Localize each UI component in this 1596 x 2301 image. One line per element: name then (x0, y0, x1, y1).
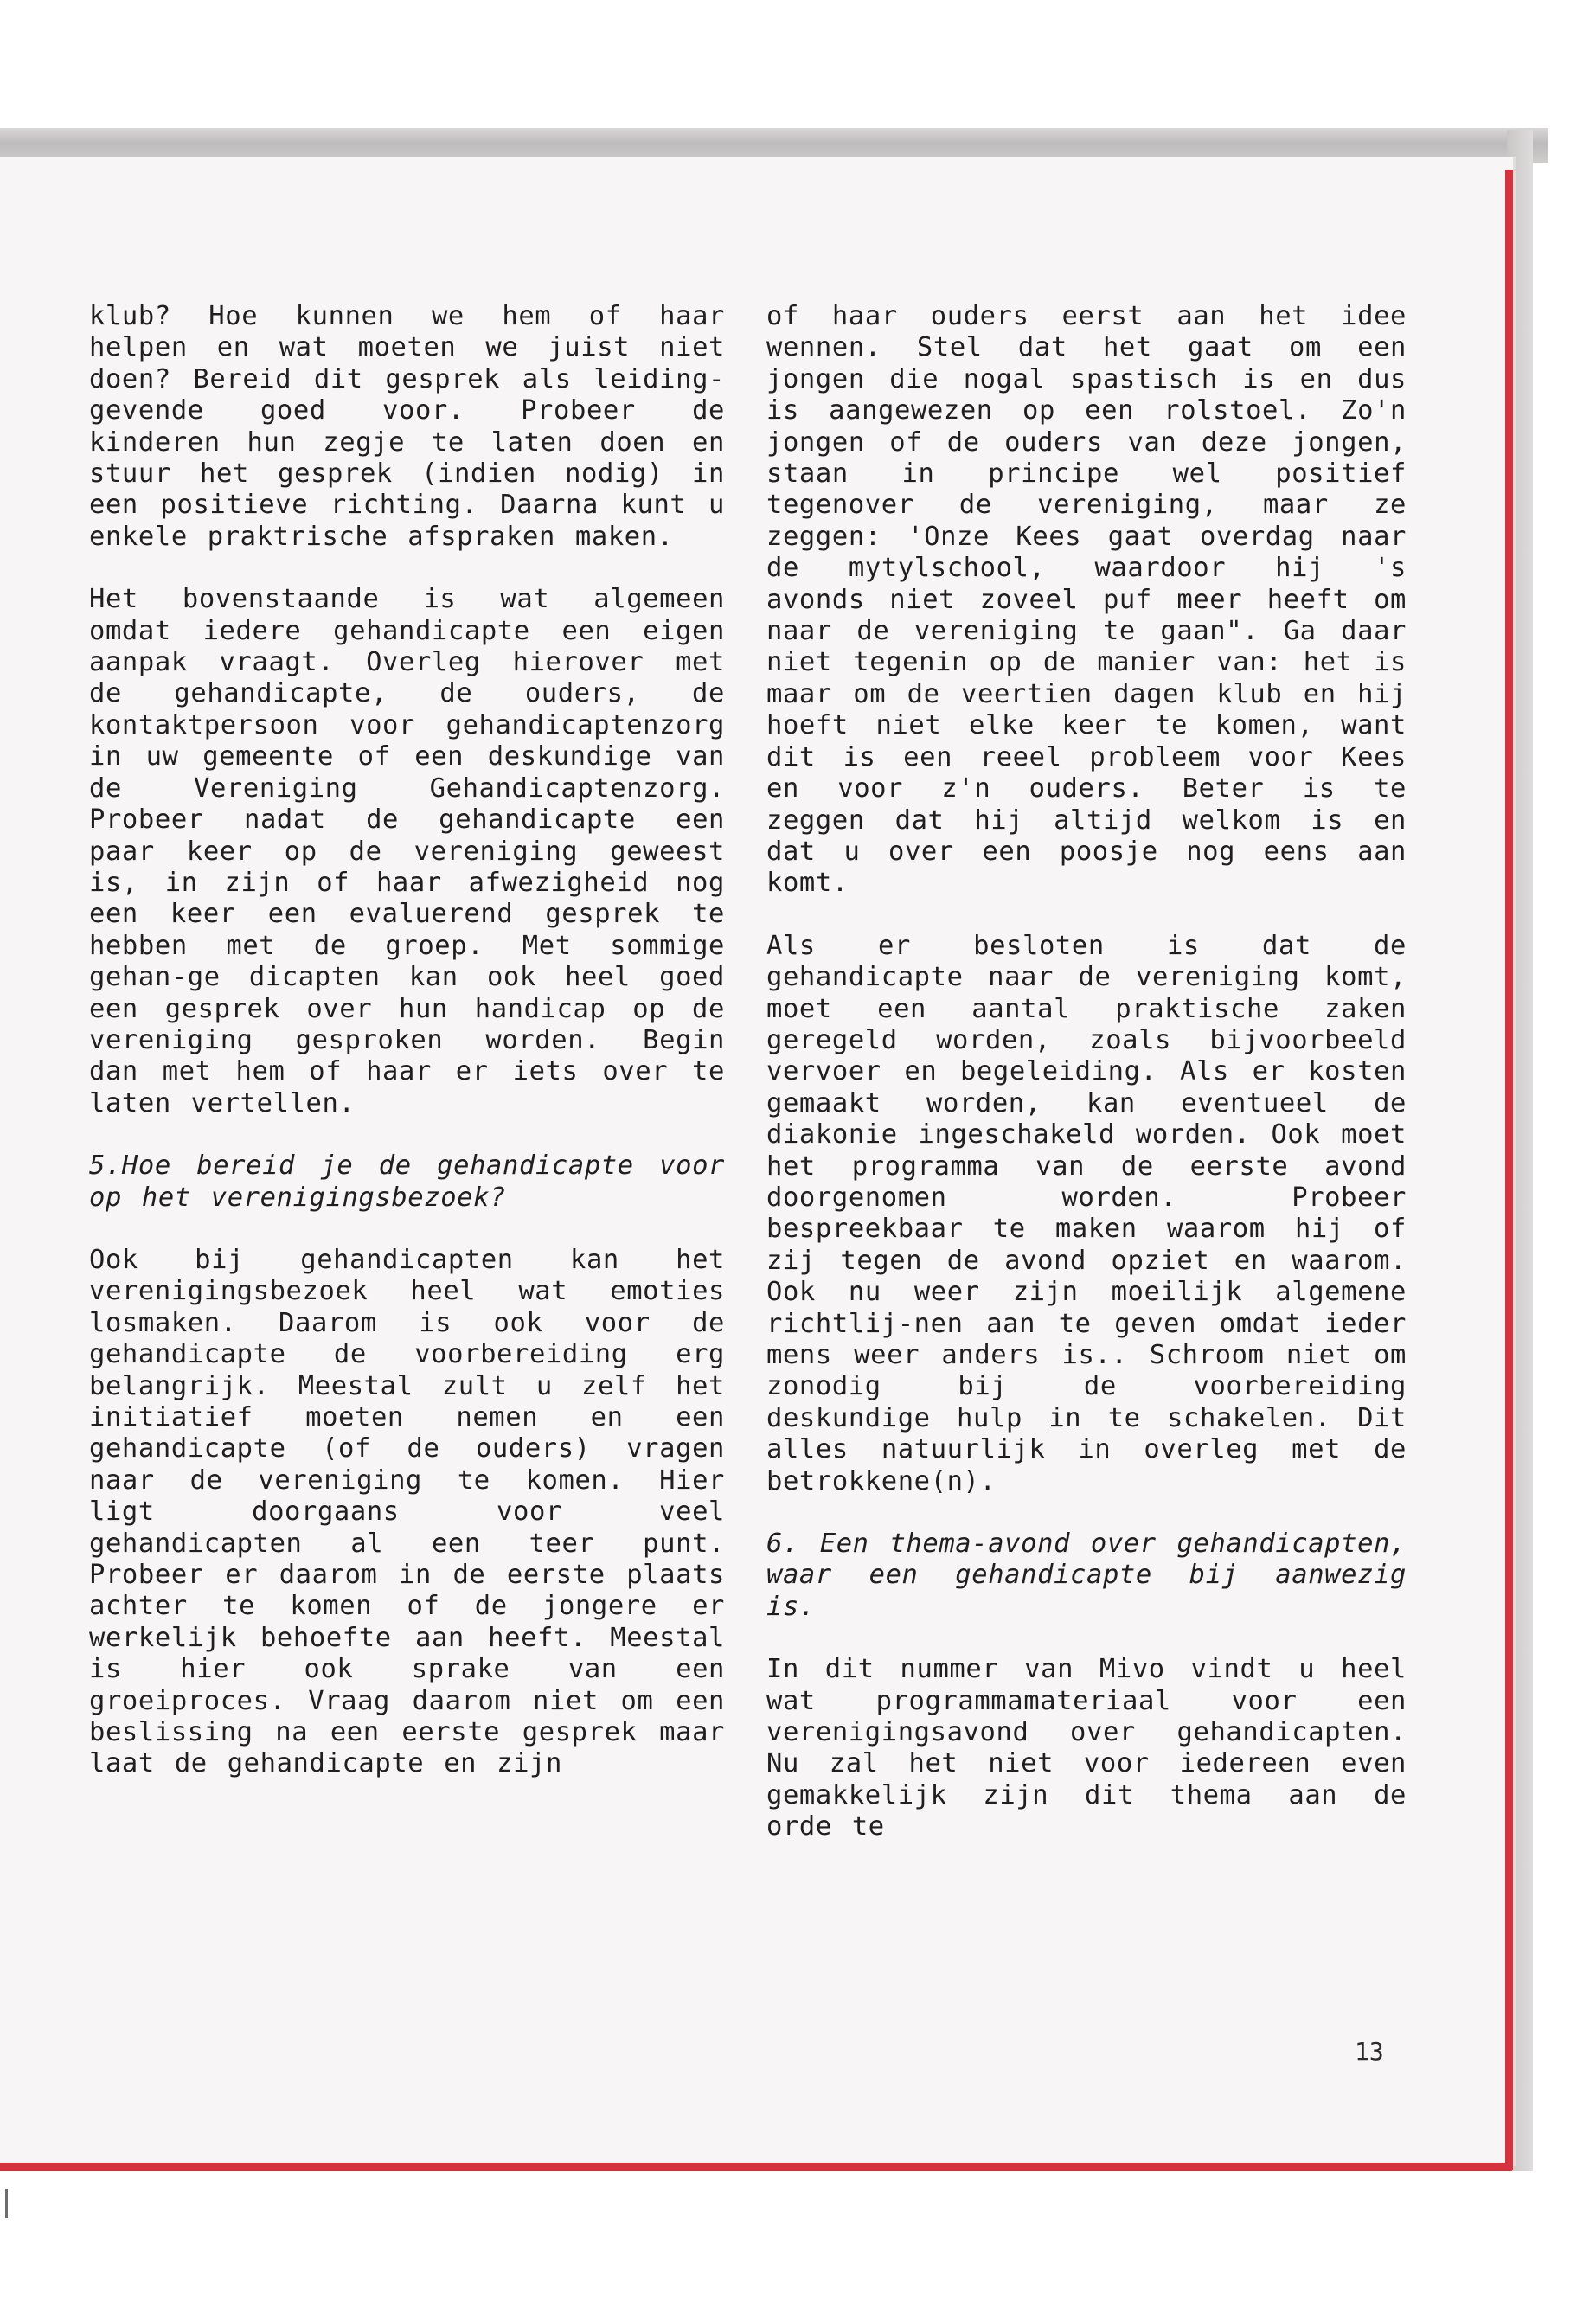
right-paragraph-3: In dit nummer van Mivo vindt u heel wat programmamateriaal voor een verenigingsavond over gehandicapten. Nu zal het niet voor iedereen even gemakkelijk zijn dit thema aan de orde te (766, 1654, 1407, 1843)
left-paragraph-3: Ook bij gehandicapten kan het verenigingsbezoek heel wat emoties losmaken. Daarom is ook voor de gehandicapte de voorbereiding erg belangrijk. Meestal zult u zelf het initiatief moeten nemen en een gehandicapte (of de ouders) vragen naar de vereniging te komen. Hier ligt doorgaans voor veel gehandicapten al een teer punt. Probeer er daarom in de eerste plaats achter te komen of de jongere er werkelijk behoefte aan heeft. Meestal is hier ook sprake van een groeiproces. Vraag daarom niet om een beslissing na een eerste gesprek maar laat de gehandicapte en zijn (89, 1244, 725, 1779)
left-column (89, 301, 725, 1811)
red-page-edge-right (1505, 170, 1513, 2170)
left-paragraph-1: klub? Hoe kunnen we hem of haar helpen en wat moeten we juist niet doen? Bereid dit gesprek als leiding-gevende goed voor. Probeer de kinderen hun zegje te laten doen en stuur het gesprek (indien nodig) in een positieve richting. Daarna kunt u enkele praktrische afspraken maken. (89, 301, 725, 552)
red-page-edge-bottom (0, 2163, 1512, 2171)
section-heading-6: 6. Een thema-avond over gehandicapten, waar een gehandicapte bij aanwezig is. (766, 1529, 1407, 1622)
scan-artifact-mark (5, 2189, 8, 2218)
right-paragraph-1: of haar ouders eerst aan het idee wennen. Stel dat het gaat om een jongen die nogal spastisch is en dus is aangewezen op een rolstoel. Zo'n jongen of de ouders van deze jongen, staan in principe wel positief tegenover de vereniging, maar ze zeggen: 'Onze Kees gaat overdag naar de mytylschool, waardoor hij 's avonds niet zoveel puf meer heeft om naar de vereniging te gaan". Ga daar niet tegenin op de manier van: het is maar om de veertien dagen klub en hij hoeft niet elke keer te komen, want dit is een reeel probleem voor Kees en voor z'n ouders. Beter is te zeggen dat hij altijd welkom is en dat u over een poosje nog eens aan komt. (766, 301, 1407, 899)
page-number: 13 (1355, 2037, 1384, 2066)
section-heading-5: 5.Hoe bereid je de gehandicapte voor op het verenigingsbezoek? (89, 1150, 725, 1213)
right-paragraph-2: Als er besloten is dat de gehandicapte naar de vereniging komt, moet een aantal praktische zaken geregeld worden, zoals bijvoorbeeld vervoer en begeleiding. Als er kosten gemaakt worden, kan eventueel de diakonie ingeschakeld worden. Ook moet het programma van de eerste avond doorgenomen worden. Probeer bespreekbaar te maken waarom hij of zij tegen de avond opziet en waarom. Ook nu weer zijn moeilijk algemene richtlij-nen aan te geven omdat ieder mens weer anders is.. Schroom niet om zonodig bij de voorbereiding deskundige hulp in te schakelen. Dit alles natuurlijk in overleg met de betrokkene(n). (766, 930, 1407, 1497)
left-paragraph-2: Het bovenstaande is wat algemeen omdat iedere gehandicapte een eigen aanpak vraagt. Overleg hierover met de gehandicapte, de ouders, de kontaktpersoon voor gehandicaptenzorg in uw gemeente of een deskundige van de Vereniging Gehandicaptenzorg. Probeer nadat de gehandicapte een paar keer op de vereniging geweest is, in zijn of haar afwezigheid nog een keer een evaluerend gesprek te hebben met de groep. Met sommige gehan-ge dicapten kan ook heel goed een gesprek over hun handicap op de vereniging gesproken worden. Begin dan met hem of haar er iets over te laten vertellen. (89, 584, 725, 1118)
right-column (766, 301, 1407, 1875)
